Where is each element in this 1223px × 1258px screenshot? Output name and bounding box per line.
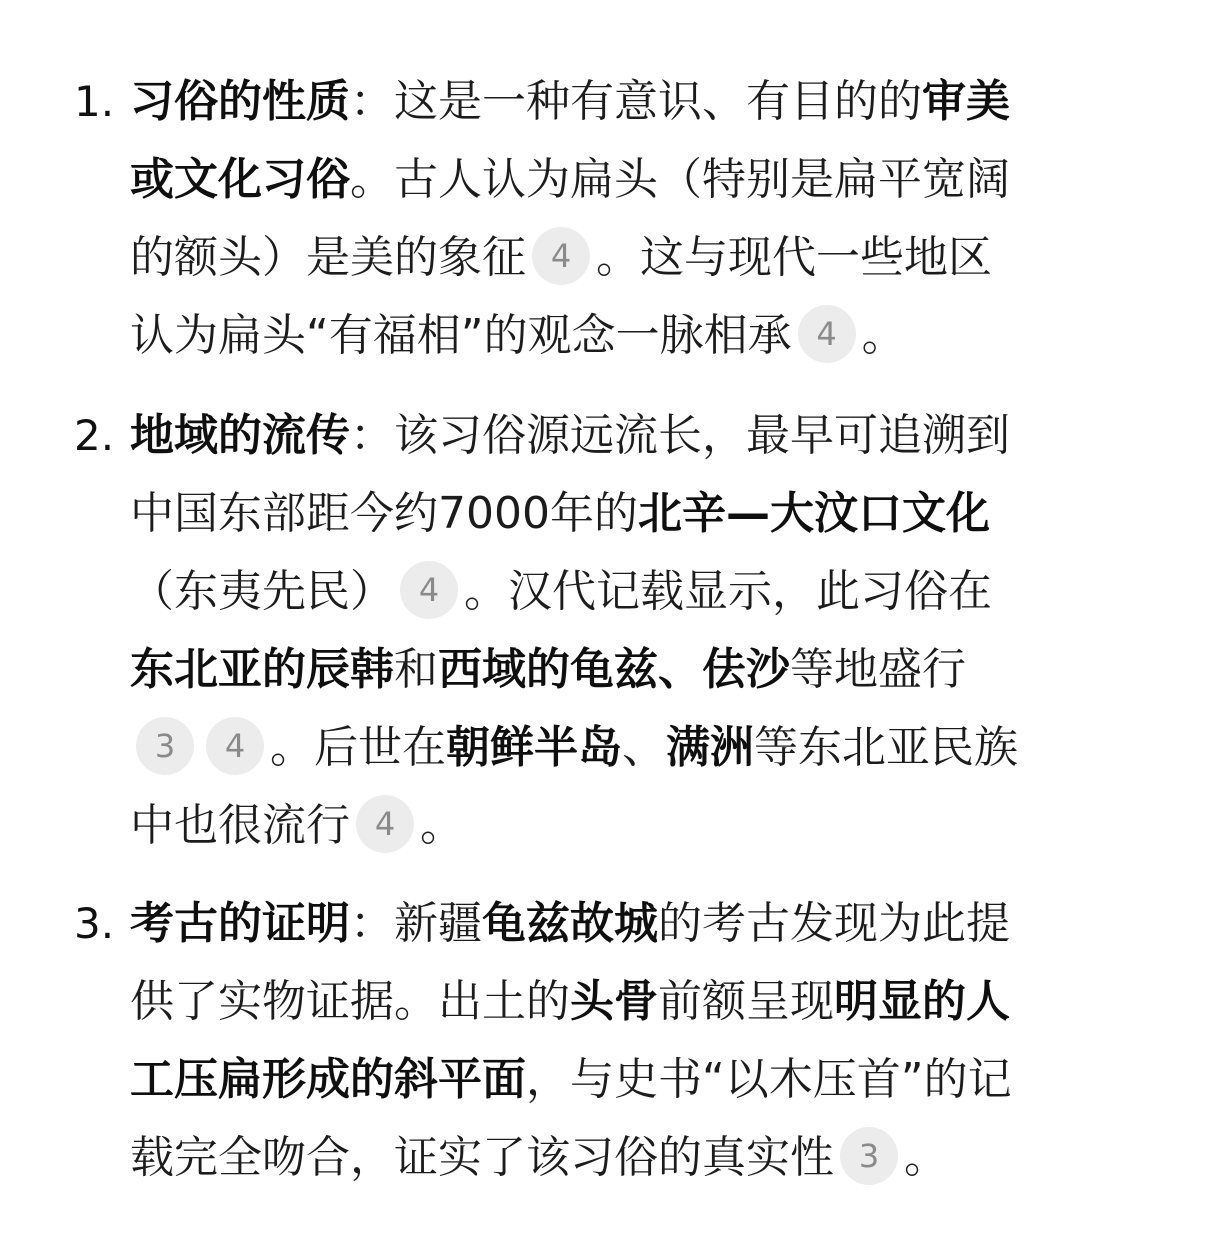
- body-text: 前额呈现: [658, 976, 834, 1027]
- bold-text: 北辛—大汶口文化: [637, 488, 990, 539]
- bold-text: 工压扁形成的斜平面: [130, 1054, 526, 1105]
- text-line: [130, 552, 992, 632]
- citation-badge[interactable]: 4: [400, 561, 458, 619]
- body-text: 、: [622, 722, 666, 773]
- item-number: 3.: [74, 899, 115, 948]
- text-line: [130, 1118, 948, 1198]
- body-text: 中也很流行: [130, 800, 350, 851]
- body-text: 中国东部距今约7000年的: [130, 488, 638, 539]
- bold-text: 头骨: [570, 976, 658, 1027]
- text-line: [130, 630, 966, 710]
- text-line: [130, 140, 1010, 220]
- body-text: 认为扁头“有福相”的观念一脉相承: [130, 310, 792, 361]
- body-text: 的考古发现为此提: [658, 898, 1010, 949]
- bold-text: 朝鲜半岛: [446, 722, 622, 773]
- body-text: 。后世在: [270, 722, 446, 773]
- bold-text: 满洲: [666, 722, 754, 773]
- body-text: 等东北亚民族: [754, 722, 1018, 773]
- citation-badge[interactable]: 3: [840, 1127, 898, 1185]
- bold-text: 审美: [922, 76, 1010, 127]
- body-text: 和: [394, 644, 438, 695]
- bold-text: 龟兹故城: [482, 898, 658, 949]
- body-text: 。: [861, 310, 906, 361]
- body-text: 供了实物证据。出土的: [130, 976, 570, 1027]
- citation-badge[interactable]: 4: [356, 795, 414, 853]
- bold-text: 西域的龟兹、佉沙: [438, 644, 790, 695]
- body-text: 的额头）是美的象征: [130, 232, 526, 283]
- text-line: [130, 1040, 1012, 1120]
- body-text: ：新疆: [350, 898, 482, 949]
- body-text: 。汉代记载显示，此习俗在: [464, 566, 992, 617]
- item-number: 1.: [74, 77, 115, 126]
- body-text: ：该习俗源远流长，最早可追溯到: [350, 410, 1010, 461]
- bold-text: 或文化习俗: [130, 154, 350, 205]
- body-text: ，与史书“以木压首”的记: [526, 1054, 1012, 1105]
- text-line: [130, 962, 1010, 1042]
- body-text: （东夷先民）: [130, 566, 394, 617]
- text-line: [130, 296, 906, 376]
- body-text: 等地盛行: [790, 644, 966, 695]
- body-text: 。: [904, 1132, 948, 1183]
- bold-text: 地域的流传: [130, 410, 350, 461]
- citation-badge[interactable]: 4: [206, 717, 264, 775]
- body-text: 。古人认为扁头（特别是扁平宽阔: [350, 154, 1010, 205]
- body-text: 。: [420, 800, 464, 851]
- bold-text: 考古的证明: [130, 898, 350, 949]
- text-line: [130, 786, 464, 866]
- citation-badge[interactable]: 4: [532, 227, 590, 285]
- text-line: [130, 708, 1018, 788]
- citation-badge[interactable]: 4: [798, 305, 856, 363]
- citation-badge[interactable]: 3: [136, 717, 194, 775]
- text-line: [130, 884, 1010, 964]
- body-text: 。这与现代一些地区: [596, 232, 992, 283]
- text-line: [130, 474, 990, 554]
- body-text: ：这是一种有意识、有目的的: [350, 76, 922, 127]
- text-line: [130, 396, 1010, 476]
- text-line: [130, 62, 1010, 142]
- bold-text: 习俗的性质: [130, 76, 350, 127]
- body-text: 载完全吻合，证实了该习俗的真实性: [130, 1132, 834, 1183]
- bold-text: 明显的人: [834, 976, 1010, 1027]
- bold-text: 东北亚的辰韩: [130, 644, 394, 695]
- item-number: 2.: [74, 411, 115, 460]
- text-line: [130, 218, 992, 298]
